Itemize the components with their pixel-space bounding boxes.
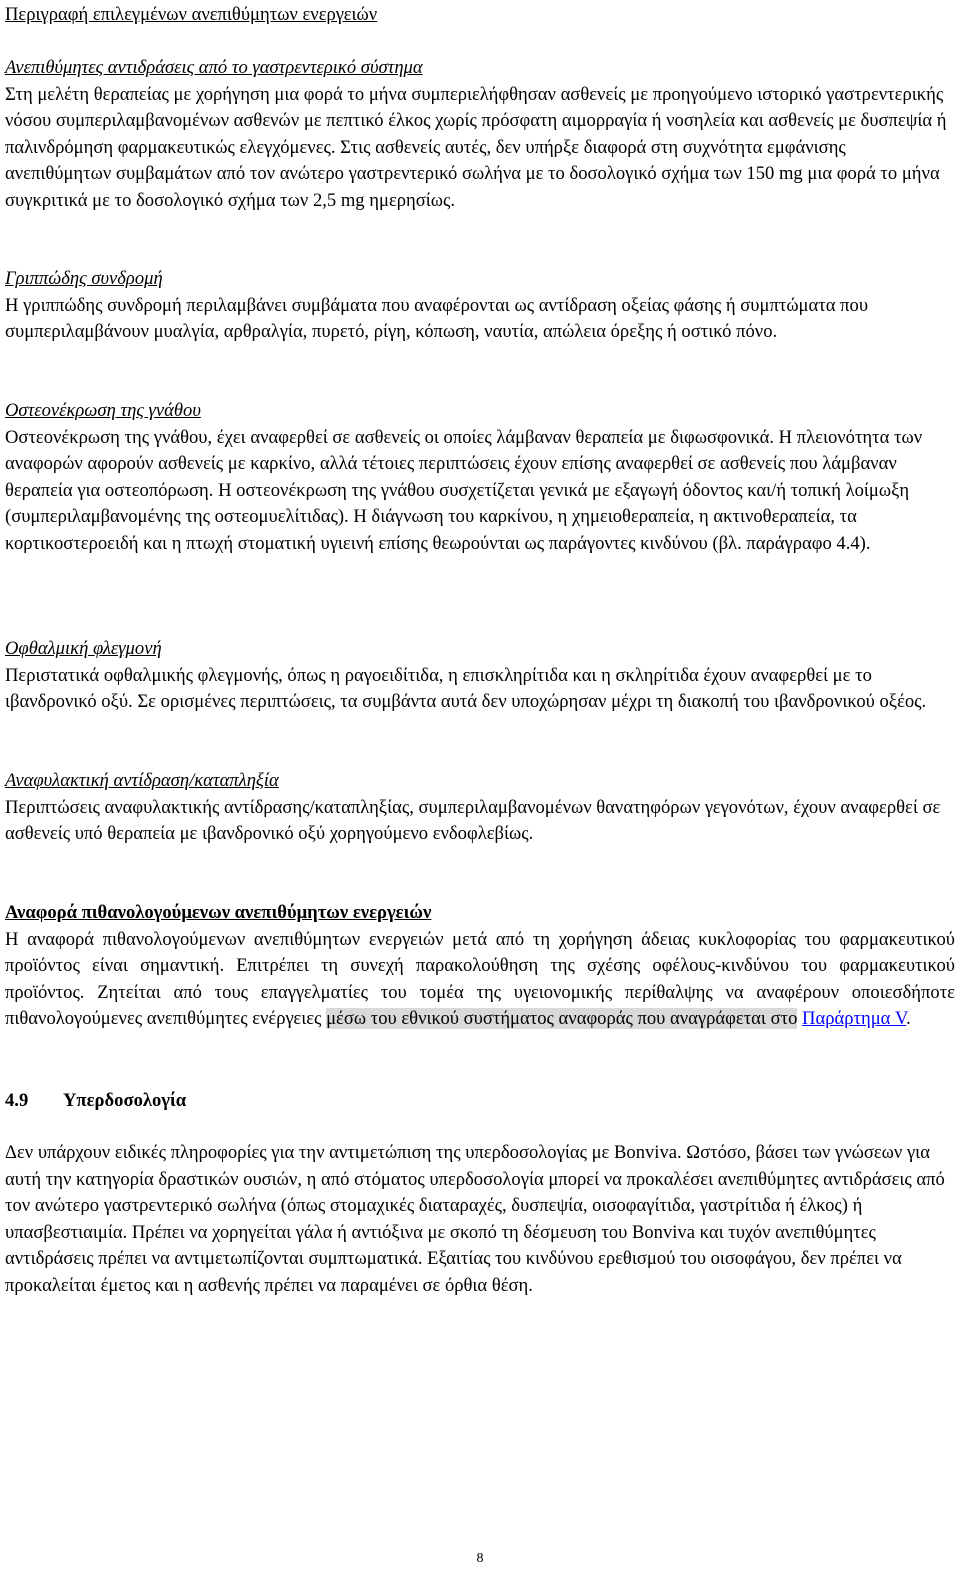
flu-body: Η γριππώδης συνδρομή περιλαμβάνει συμβάματα που αναφέρονται ως αντίδραση οξείας φάσης ή συμπτώματα που συμπεριλαμβάνουν μυαλγία, αρθραλγία, πυρετό, ρίγη, κόπωση, ναυτία, απώλεια όρεξης ή οστικό πόνο.: [5, 294, 869, 342]
eye-body: Περιστατικά οφθαλμικής φλεγμονής, όπως η ραγοειδίτιδα, η επισκληρίτιδα και η σκληρίτιδα έχουν αναφερθεί με το ιβανδρονικό οξύ. Σε ορισμένες περιπτώσεις, τα συμβάντα αυτά δεν υποχώρησαν μέχρι τη διακοπή του ιβανδρονικού οξέος.: [5, 664, 927, 712]
gi-section: [5, 55, 955, 214]
gi-title: Ανεπιθύμητες αντιδράσεις από το γαστρεντερικό σύστημα: [5, 57, 423, 78]
flu-section: [5, 266, 955, 346]
overdose-heading: [5, 1088, 955, 1115]
onj-section: [5, 398, 955, 557]
reporting-end: .: [906, 1008, 911, 1029]
reporting-title: Αναφορά πιθανολογούμενων ανεπιθύμητων ενεργειών: [5, 902, 432, 923]
overdose-body: Δεν υπάρχουν ειδικές πληροφορίες για την αντιμετώπιση της υπερδοσολογίας με Bonviva. Ωστόσο, βάσει των γνώσεων για αυτή την κατηγορία δραστικών ουσιών, η από στόματος υπερδοσολογία μπορεί να προκαλέσει ανεπιθύμητες αντιδράσεις από τον ανώτερο γαστρεντερικό σωλήνα (όπως στομαχικές διαταραχές, δυσπεψία, οισοφαγίτιδα, γαστρίτιδα ή έλκος) ή υπασβεστιαιμία. Πρέπει να χορηγείται γάλα ή αντιόξινα με σκοπό τη δέσμευση του Bonviva και τυχόν ανεπιθύμητες αντιδράσεις πρέπει να αντιμετωπίζονται συμπτωματικά. Εξαιτίας του κινδύνου ερεθισμού του οισοφάγου, δεν πρέπει να προκαλείται έμετος και η ασθενής πρέπει να παραμένει σε όρθια θέση.: [5, 1142, 945, 1296]
anaphylaxis-section: [5, 768, 955, 848]
onj-body: Οστεονέκρωση της γνάθου, έχει αναφερθεί σε ασθενείς οι οποίες λάμβαναν θεραπεία με διφωσφονικά. Η πλειονότητα των αναφορών αφορούν ασθενείς με καρκίνο, αλλά τέτοιες περιπτώσεις έχουν επίσης αναφερθεί σε ασθενείς που λάμβαναν θεραπεία για οστεοπόρωση. Η οστεονέκρωση της γνάθου συσχετίζεται γενικά με εξαγωγή όδοντος και/ή τοπική λοίμωξη (συμπεριλαμβανομένης της οστεομυελίτιδας). Η διάγνωση του καρκίνου, η χημειοθεραπεία, η ακτινοθεραπεία, τα κορτικοστεροειδή και η πτωχή στοματική υγιεινή επίσης θεωρούνται ως παράγοντες κινδύνου (βλ. παράγραφο 4.4).: [5, 426, 923, 554]
page-number: 8: [476, 1551, 484, 1566]
eye-title: Οφθαλμική φλεγμονή: [5, 638, 162, 659]
selected-adverse-reactions-heading: Περιγραφή επιλεγμένων ανεπιθύμητων ενεργειών: [5, 4, 378, 25]
reporting-highlight: μέσω του εθνικού συστήματος αναφοράς που αναγράφεται στο: [326, 1008, 798, 1029]
reporting-body: [5, 927, 955, 1033]
anaphylaxis-title: Αναφυλακτική αντίδραση/καταπληξία: [5, 770, 279, 791]
reporting-body-text: Η αναφορά πιθανολογούμενων ανεπιθύμητων ενεργειών μετά από τη χορήγηση άδειας κυκλοφορίας του φαρμακευτικού προϊόντος είναι σημαντική. Επιτρέπει τη συνεχή παρακολούθηση της σχέσης οφέλους-κινδύνου του φαρμακευτικού προϊόντος. Ζητείται από τους επαγγελματίες του τομέα της υγειονομικής περίθαλψης να αναφέρουν οποιεσδήποτε πιθανολογούμενες ανεπιθύμητες ενέργειες: [5, 928, 955, 1029]
annex-v-link[interactable]: Παράρτημα V: [802, 1008, 907, 1029]
onj-title: Οστεονέκρωση της γνάθου: [5, 400, 201, 421]
flu-title: Γριππώδης συνδρομή: [5, 268, 163, 289]
overdose-title: Υπερδοσολογία: [63, 1090, 187, 1111]
eye-section: [5, 636, 955, 716]
section-number: 4.9: [5, 1090, 29, 1111]
reporting-section: [5, 900, 955, 1033]
gi-body: Στη μελέτη θεραπείας με χορήγηση μια φορά το μήνα συμπεριελήφθησαν ασθενείς με προηγούμενο ιστορικό γαστρεντερικής νόσου συμπεριλαμβανομένων ασθενών με πεπτικό έλκος χωρίς πρόσφατη αιμορραγία ή νοσηλεία και ασθενείς με δυσπεψία ή παλινδρόμηση φαρμακευτικώς ελεγχόμενες. Στις ασθενείς αυτές, δεν υπήρξε διαφορά στη συχνότητα εμφάνισης ανεπιθύμητων συμβαμάτων από τον ανώτερο γαστρεντερικό σωλήνα με το δοσολογικό σχήμα των 150 mg μια φορά το μήνα συγκριτικά με το δοσολογικό σχήμα των 2,5 mg ημερησίως.: [5, 83, 947, 211]
anaphylaxis-body: Περιπτώσεις αναφυλακτικής αντίδρασης/καταπληξίας, συμπεριλαμβανομένων θανατηφόρων γεγονότων, έχουν αναφερθεί σε ασθενείς υπό θεραπεία με ιβανδρονικό οξύ χορηγούμενο ενδοφλεβίως.: [5, 796, 941, 844]
